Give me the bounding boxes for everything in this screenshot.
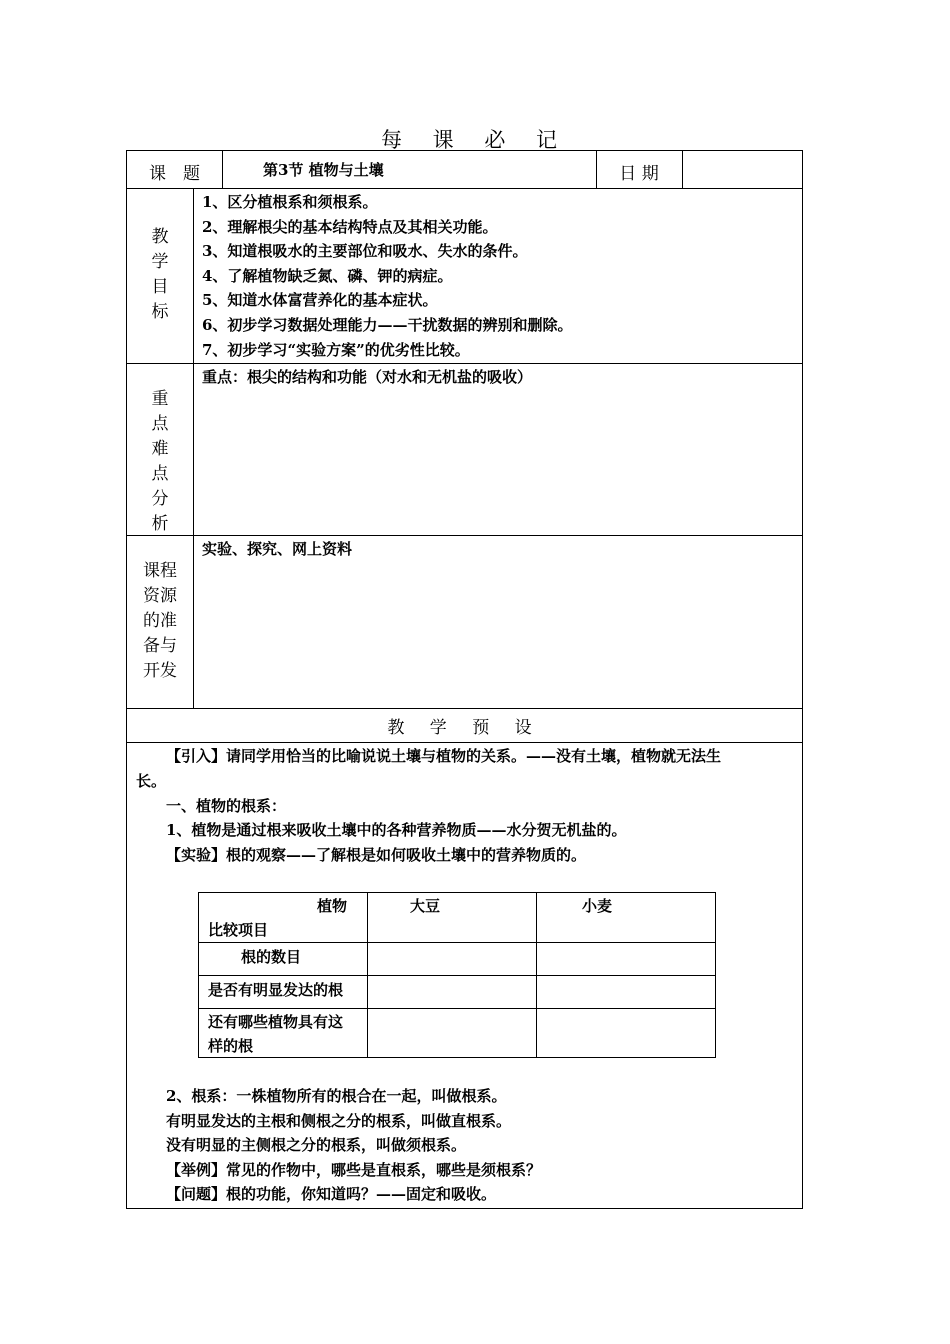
key-points-label bbox=[127, 387, 193, 537]
goal-item: 1、区分植根系和须根系。 bbox=[202, 193, 378, 211]
goals-label-char: 目 bbox=[151, 277, 169, 297]
topic-label: 课 题 bbox=[149, 164, 200, 184]
goals-label-char: 教 bbox=[151, 227, 169, 247]
resources-label-line: 开发 bbox=[143, 661, 177, 681]
intro-line: 【引入】请同学用恰当的比喻说说土壤与植物的关系。——没有土壤，植物就无法生 bbox=[166, 747, 722, 765]
table-row-label: 还有哪些植物具有这 bbox=[208, 1013, 344, 1031]
key-points-label-char: 重 bbox=[151, 389, 169, 409]
doc-title: 每 课 必 记 bbox=[380, 128, 570, 152]
key-points-label-char: 点 bbox=[151, 464, 169, 484]
key-points-label-char: 分 bbox=[151, 489, 169, 509]
table-divider bbox=[199, 975, 715, 976]
divider bbox=[682, 151, 683, 188]
table-divider bbox=[199, 942, 715, 943]
question-text: 【问题】根的功能，你知道吗？——固定和吸收。 bbox=[166, 1185, 497, 1203]
fibrous-text: 没有明显的主侧根之分的根系，叫做须根系。 bbox=[166, 1136, 467, 1154]
taproot-text: 有明显发达的主根和侧根之分的根系，叫做直根系。 bbox=[166, 1112, 512, 1130]
goals-label bbox=[127, 225, 193, 325]
divider bbox=[127, 708, 802, 709]
goals-label-char: 学 bbox=[151, 252, 169, 272]
key-points-label-char: 点 bbox=[151, 414, 169, 434]
intro-line: 长。 bbox=[136, 772, 167, 790]
topic-value: 第3节 植物与土壤 bbox=[263, 161, 384, 179]
key-points-label-char: 析 bbox=[151, 514, 169, 534]
resources-label-line: 课程 bbox=[143, 561, 177, 581]
table-divider bbox=[367, 893, 368, 1057]
resources-text: 实验、探究、网上资料 bbox=[202, 540, 353, 558]
point-text: 2、根系：一株植物所有的根合在一起，叫做根系。 bbox=[166, 1087, 507, 1105]
divider bbox=[127, 535, 802, 536]
point-text: 1、植物是通过根来吸收土壤中的各种营养物质——水分贺无机盐的。 bbox=[166, 821, 627, 839]
divider bbox=[127, 742, 802, 743]
lesson-form bbox=[126, 150, 803, 1209]
table-corner-top: 植物 bbox=[317, 897, 348, 915]
divider bbox=[127, 363, 802, 364]
goal-item: 5、知道水体富营养化的基本症状。 bbox=[202, 291, 438, 310]
table-divider bbox=[199, 1008, 715, 1009]
divider bbox=[222, 151, 223, 188]
goal-item: 2、理解根尖的基本结构特点及其相关功能。 bbox=[202, 217, 498, 236]
table-row-label: 样的根 bbox=[208, 1037, 254, 1055]
key-points-text: 重点：根尖的结构和功能（对水和无机盐的吸收） bbox=[202, 368, 533, 386]
table-header-col2: 小麦 bbox=[582, 897, 613, 915]
resources-label-line: 备与 bbox=[143, 636, 177, 656]
date-label: 日 期 bbox=[619, 164, 659, 184]
goal-item: 4、了解植物缺乏氮、磷、钾的病症。 bbox=[202, 266, 453, 285]
goals-label-char: 标 bbox=[151, 302, 169, 322]
resources-label-line: 资源 bbox=[143, 586, 177, 606]
divider bbox=[193, 188, 194, 708]
example-text: 【举例】常见的作物中，哪些是直根系，哪些是须根系？ bbox=[166, 1161, 542, 1179]
table-corner-bottom: 比较项目 bbox=[208, 921, 269, 939]
table-row-label: 是否有明显发达的根 bbox=[208, 981, 344, 999]
resources-label-line: 的准 bbox=[143, 611, 177, 631]
key-points-label-char: 难 bbox=[151, 439, 169, 459]
table-row-label: 根的数目 bbox=[241, 948, 302, 966]
plan-heading: 教 学 预 设 bbox=[387, 718, 542, 738]
table-divider bbox=[536, 893, 537, 1057]
goals-list bbox=[202, 190, 572, 362]
section-heading: 一、植物的根系： bbox=[166, 797, 287, 815]
goal-item: 3、知道根吸水的主要部位和吸水、失水的条件。 bbox=[202, 242, 528, 261]
goal-item: 6、初步学习数据处理能力——干扰数据的辨别和删除。 bbox=[202, 315, 573, 334]
resources-label bbox=[127, 559, 193, 684]
divider bbox=[127, 188, 802, 189]
goal-item: 7、初步学习“实验方案”的优劣性比较。 bbox=[202, 340, 470, 359]
comparison-table bbox=[198, 892, 716, 1058]
experiment-text: 【实验】根的观察——了解根是如何吸收土壤中的营养物质的。 bbox=[166, 846, 587, 864]
table-header-col1: 大豆 bbox=[410, 897, 441, 915]
